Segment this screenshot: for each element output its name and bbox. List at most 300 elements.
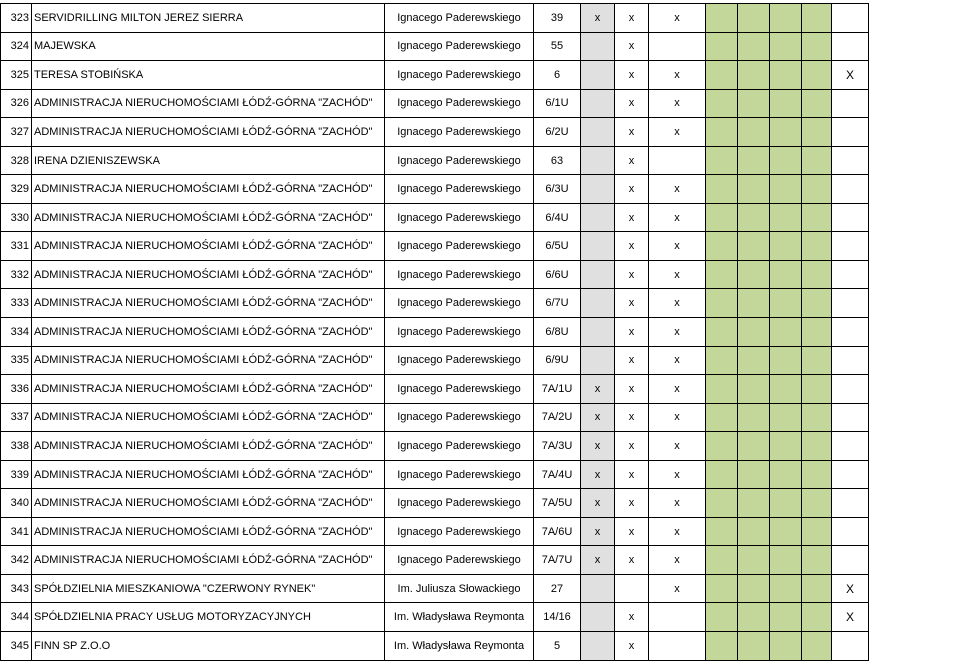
green-cell-4 [802,318,832,347]
green-cell-1 [706,346,738,375]
table-row [1,460,869,489]
green-cell-3 [770,432,802,461]
table-row [1,432,869,461]
row-number: 329 [1,175,32,204]
street: Ignacego Paderewskiego [385,403,534,432]
mark-x [832,232,869,261]
mark-x [832,403,869,432]
mark-x [832,146,869,175]
green-cell-4 [802,489,832,518]
green-cell-3 [770,260,802,289]
green-cell-4 [802,546,832,575]
house-number: 6/3U [534,175,581,204]
green-cell-2 [738,146,770,175]
table-row [1,61,869,90]
green-cell-1 [706,289,738,318]
mark-2: x [615,603,649,632]
mark-1: x [581,375,615,404]
green-cell-3 [770,546,802,575]
street: Ignacego Paderewskiego [385,32,534,61]
green-cell-1 [706,489,738,518]
row-number: 324 [1,32,32,61]
green-cell-2 [738,546,770,575]
table-row [1,517,869,546]
mark-3: x [649,203,706,232]
row-number: 331 [1,232,32,261]
mark-2 [615,574,649,603]
mark-2: x [615,546,649,575]
street: Ignacego Paderewskiego [385,4,534,33]
green-cell-1 [706,632,738,661]
table-row [1,489,869,518]
house-number: 7A/7U [534,546,581,575]
street: Ignacego Paderewskiego [385,318,534,347]
row-number: 326 [1,89,32,118]
mark-3: x [649,489,706,518]
mark-2: x [615,375,649,404]
green-cell-2 [738,432,770,461]
house-number: 7A/2U [534,403,581,432]
mark-x [832,289,869,318]
street: Ignacego Paderewskiego [385,375,534,404]
owner-name: ADMINISTRACJA NIERUCHOMOŚCIAMI ŁÓDŹ-GÓRNA "ZACHÓD" [32,232,385,261]
row-number: 335 [1,346,32,375]
owner-name: ADMINISTRACJA NIERUCHOMOŚCIAMI ŁÓDŹ-GÓRNA "ZACHÓD" [32,203,385,232]
mark-1: x [581,517,615,546]
green-cell-4 [802,517,832,546]
mark-x: X [832,61,869,90]
row-number: 337 [1,403,32,432]
mark-2: x [615,460,649,489]
mark-2: x [615,89,649,118]
street: Ignacego Paderewskiego [385,175,534,204]
green-cell-4 [802,432,832,461]
row-number: 340 [1,489,32,518]
house-number: 6/8U [534,318,581,347]
green-cell-4 [802,603,832,632]
table-row [1,318,869,347]
green-cell-3 [770,61,802,90]
mark-1 [581,318,615,347]
mark-3: x [649,4,706,33]
mark-1 [581,232,615,261]
green-cell-3 [770,146,802,175]
mark-3: x [649,175,706,204]
green-cell-2 [738,203,770,232]
records-body [1,4,869,661]
owner-name: SPÓŁDZIELNIA MIESZKANIOWA "CZERWONY RYNEK" [32,574,385,603]
green-cell-4 [802,346,832,375]
green-cell-3 [770,32,802,61]
mark-x [832,375,869,404]
green-cell-3 [770,175,802,204]
green-cell-1 [706,32,738,61]
mark-1: x [581,460,615,489]
table-row [1,89,869,118]
mark-1 [581,203,615,232]
mark-2: x [615,346,649,375]
house-number: 27 [534,574,581,603]
mark-1 [581,346,615,375]
table-row [1,375,869,404]
street: Ignacego Paderewskiego [385,61,534,90]
street: Ignacego Paderewskiego [385,289,534,318]
street: Ignacego Paderewskiego [385,546,534,575]
green-cell-3 [770,203,802,232]
owner-name: SPÓŁDZIELNIA PRACY USŁUG MOTORYZACYJNYCH [32,603,385,632]
row-number: 338 [1,432,32,461]
house-number: 6/6U [534,260,581,289]
green-cell-2 [738,289,770,318]
table-row [1,4,869,33]
green-cell-3 [770,460,802,489]
mark-1 [581,574,615,603]
row-number: 343 [1,574,32,603]
street: Ignacego Paderewskiego [385,89,534,118]
green-cell-4 [802,4,832,33]
mark-x [832,489,869,518]
mark-1: x [581,489,615,518]
green-cell-2 [738,375,770,404]
house-number: 7A/4U [534,460,581,489]
mark-1 [581,32,615,61]
green-cell-2 [738,175,770,204]
owner-name: MAJEWSKA [32,32,385,61]
house-number: 6/9U [534,346,581,375]
green-cell-2 [738,632,770,661]
street: Ignacego Paderewskiego [385,432,534,461]
table-row [1,603,869,632]
table-row [1,118,869,147]
table-row [1,289,869,318]
mark-3: x [649,61,706,90]
table-row [1,203,869,232]
house-number: 7A/6U [534,517,581,546]
house-number: 6/1U [534,89,581,118]
mark-2: x [615,203,649,232]
green-cell-1 [706,146,738,175]
mark-3 [649,146,706,175]
green-cell-1 [706,4,738,33]
house-number: 7A/1U [534,375,581,404]
green-cell-1 [706,89,738,118]
row-number: 332 [1,260,32,289]
mark-x [832,460,869,489]
green-cell-3 [770,318,802,347]
green-cell-3 [770,632,802,661]
green-cell-2 [738,260,770,289]
mark-3: x [649,460,706,489]
mark-x [832,318,869,347]
mark-1 [581,89,615,118]
street: Ignacego Paderewskiego [385,260,534,289]
mark-3: x [649,432,706,461]
green-cell-2 [738,603,770,632]
mark-3 [649,632,706,661]
green-cell-1 [706,61,738,90]
mark-3: x [649,289,706,318]
row-number: 345 [1,632,32,661]
mark-3: x [649,346,706,375]
owner-name: ADMINISTRACJA NIERUCHOMOŚCIAMI ŁÓDŹ-GÓRNA "ZACHÓD" [32,89,385,118]
mark-1: x [581,4,615,33]
green-cell-1 [706,318,738,347]
mark-x [832,346,869,375]
mark-x [832,517,869,546]
mark-2: x [615,232,649,261]
green-cell-3 [770,118,802,147]
table-row [1,403,869,432]
green-cell-2 [738,403,770,432]
street: Im. Władysława Reymonta [385,632,534,661]
row-number: 344 [1,603,32,632]
green-cell-4 [802,61,832,90]
owner-name: ADMINISTRACJA NIERUCHOMOŚCIAMI ŁÓDŹ-GÓRNA "ZACHÓD" [32,118,385,147]
mark-2: x [615,517,649,546]
mark-3: x [649,375,706,404]
owner-name: FINN SP Z.O.O [32,632,385,661]
mark-x [832,260,869,289]
mark-2: x [615,289,649,318]
house-number: 63 [534,146,581,175]
mark-1: x [581,403,615,432]
green-cell-4 [802,289,832,318]
street: Ignacego Paderewskiego [385,517,534,546]
row-number: 327 [1,118,32,147]
owner-name: ADMINISTRACJA NIERUCHOMOŚCIAMI ŁÓDŹ-GÓRNA "ZACHÓD" [32,175,385,204]
table-row [1,175,869,204]
row-number: 328 [1,146,32,175]
owner-name: ADMINISTRACJA NIERUCHOMOŚCIAMI ŁÓDŹ-GÓRNA "ZACHÓD" [32,460,385,489]
mark-3: x [649,118,706,147]
green-cell-2 [738,517,770,546]
green-cell-4 [802,260,832,289]
green-cell-4 [802,146,832,175]
green-cell-2 [738,346,770,375]
mark-x: X [832,574,869,603]
mark-2: x [615,61,649,90]
mark-3: x [649,546,706,575]
row-number: 323 [1,4,32,33]
green-cell-1 [706,546,738,575]
mark-x [832,546,869,575]
house-number: 55 [534,32,581,61]
mark-1 [581,146,615,175]
owner-name: ADMINISTRACJA NIERUCHOMOŚCIAMI ŁÓDŹ-GÓRNA "ZACHÓD" [32,346,385,375]
row-number: 330 [1,203,32,232]
street: Ignacego Paderewskiego [385,489,534,518]
owner-name: ADMINISTRACJA NIERUCHOMOŚCIAMI ŁÓDŹ-GÓRNA "ZACHÓD" [32,318,385,347]
table-row [1,346,869,375]
green-cell-4 [802,403,832,432]
row-number: 334 [1,318,32,347]
table-row [1,260,869,289]
mark-2: x [615,118,649,147]
green-cell-2 [738,574,770,603]
table-row [1,546,869,575]
owner-name: ADMINISTRACJA NIERUCHOMOŚCIAMI ŁÓDŹ-GÓRNA "ZACHÓD" [32,489,385,518]
owner-name: SERVIDRILLING MILTON JEREZ SIERRA [32,4,385,33]
mark-3: x [649,574,706,603]
street: Ignacego Paderewskiego [385,203,534,232]
green-cell-2 [738,32,770,61]
green-cell-1 [706,517,738,546]
green-cell-1 [706,460,738,489]
house-number: 6 [534,61,581,90]
mark-2: x [615,175,649,204]
green-cell-3 [770,346,802,375]
mark-3: x [649,403,706,432]
table-row [1,574,869,603]
street: Ignacego Paderewskiego [385,460,534,489]
green-cell-4 [802,203,832,232]
house-number: 6/7U [534,289,581,318]
green-cell-4 [802,632,832,661]
mark-3: x [649,232,706,261]
house-number: 14/16 [534,603,581,632]
street: Im. Władysława Reymonta [385,603,534,632]
green-cell-1 [706,118,738,147]
mark-x [832,175,869,204]
green-cell-3 [770,375,802,404]
owner-name: ADMINISTRACJA NIERUCHOMOŚCIAMI ŁÓDŹ-GÓRNA "ZACHÓD" [32,432,385,461]
green-cell-4 [802,232,832,261]
row-number: 336 [1,375,32,404]
green-cell-4 [802,460,832,489]
green-cell-4 [802,175,832,204]
mark-x [832,203,869,232]
green-cell-4 [802,118,832,147]
green-cell-3 [770,4,802,33]
row-number: 341 [1,517,32,546]
street: Ignacego Paderewskiego [385,232,534,261]
table-row [1,632,869,661]
owner-name: ADMINISTRACJA NIERUCHOMOŚCIAMI ŁÓDŹ-GÓRNA "ZACHÓD" [32,375,385,404]
row-number: 325 [1,61,32,90]
mark-x [832,432,869,461]
street: Ignacego Paderewskiego [385,146,534,175]
street: Ignacego Paderewskiego [385,346,534,375]
house-number: 6/5U [534,232,581,261]
mark-x [832,4,869,33]
green-cell-1 [706,375,738,404]
green-cell-3 [770,89,802,118]
mark-2: x [615,632,649,661]
mark-x [832,89,869,118]
green-cell-3 [770,517,802,546]
owner-name: ADMINISTRACJA NIERUCHOMOŚCIAMI ŁÓDŹ-GÓRNA "ZACHÓD" [32,403,385,432]
green-cell-2 [738,61,770,90]
house-number: 7A/3U [534,432,581,461]
house-number: 6/4U [534,203,581,232]
owner-name: IRENA DZIENISZEWSKA [32,146,385,175]
mark-1 [581,61,615,90]
owner-name: ADMINISTRACJA NIERUCHOMOŚCIAMI ŁÓDŹ-GÓRNA "ZACHÓD" [32,546,385,575]
row-number: 342 [1,546,32,575]
green-cell-2 [738,4,770,33]
mark-x: X [832,603,869,632]
owner-name: TERESA STOBIŃSKA [32,61,385,90]
green-cell-4 [802,32,832,61]
mark-x [832,32,869,61]
mark-1 [581,289,615,318]
mark-1 [581,175,615,204]
mark-1 [581,603,615,632]
mark-3: x [649,89,706,118]
house-number: 6/2U [534,118,581,147]
green-cell-1 [706,403,738,432]
mark-1 [581,260,615,289]
house-number: 39 [534,4,581,33]
street: Im. Juliusza Słowackiego [385,574,534,603]
green-cell-3 [770,289,802,318]
green-cell-1 [706,203,738,232]
green-cell-1 [706,432,738,461]
mark-3 [649,32,706,61]
green-cell-2 [738,489,770,518]
mark-2: x [615,432,649,461]
mark-1: x [581,432,615,461]
green-cell-3 [770,603,802,632]
mark-2: x [615,146,649,175]
green-cell-1 [706,603,738,632]
green-cell-3 [770,574,802,603]
row-number: 339 [1,460,32,489]
records-table [0,3,869,661]
row-number: 333 [1,289,32,318]
street: Ignacego Paderewskiego [385,118,534,147]
green-cell-3 [770,489,802,518]
mark-2: x [615,260,649,289]
green-cell-2 [738,118,770,147]
green-cell-1 [706,260,738,289]
green-cell-2 [738,460,770,489]
green-cell-3 [770,403,802,432]
green-cell-1 [706,574,738,603]
mark-1 [581,632,615,661]
green-cell-2 [738,232,770,261]
table-row [1,32,869,61]
green-cell-1 [706,232,738,261]
mark-3: x [649,318,706,347]
green-cell-4 [802,89,832,118]
green-cell-3 [770,232,802,261]
table-row [1,146,869,175]
owner-name: ADMINISTRACJA NIERUCHOMOŚCIAMI ŁÓDŹ-GÓRNA "ZACHÓD" [32,517,385,546]
owner-name: ADMINISTRACJA NIERUCHOMOŚCIAMI ŁÓDŹ-GÓRNA "ZACHÓD" [32,260,385,289]
mark-x [832,118,869,147]
mark-2: x [615,4,649,33]
green-cell-2 [738,318,770,347]
mark-2: x [615,489,649,518]
mark-2: x [615,403,649,432]
house-number: 7A/5U [534,489,581,518]
mark-1: x [581,546,615,575]
mark-1 [581,118,615,147]
mark-3 [649,603,706,632]
green-cell-1 [706,175,738,204]
mark-x [832,632,869,661]
mark-3: x [649,260,706,289]
house-number: 5 [534,632,581,661]
owner-name: ADMINISTRACJA NIERUCHOMOŚCIAMI ŁÓDŹ-GÓRNA "ZACHÓD" [32,289,385,318]
mark-2: x [615,32,649,61]
mark-2: x [615,318,649,347]
green-cell-4 [802,574,832,603]
green-cell-4 [802,375,832,404]
mark-3: x [649,517,706,546]
green-cell-2 [738,89,770,118]
